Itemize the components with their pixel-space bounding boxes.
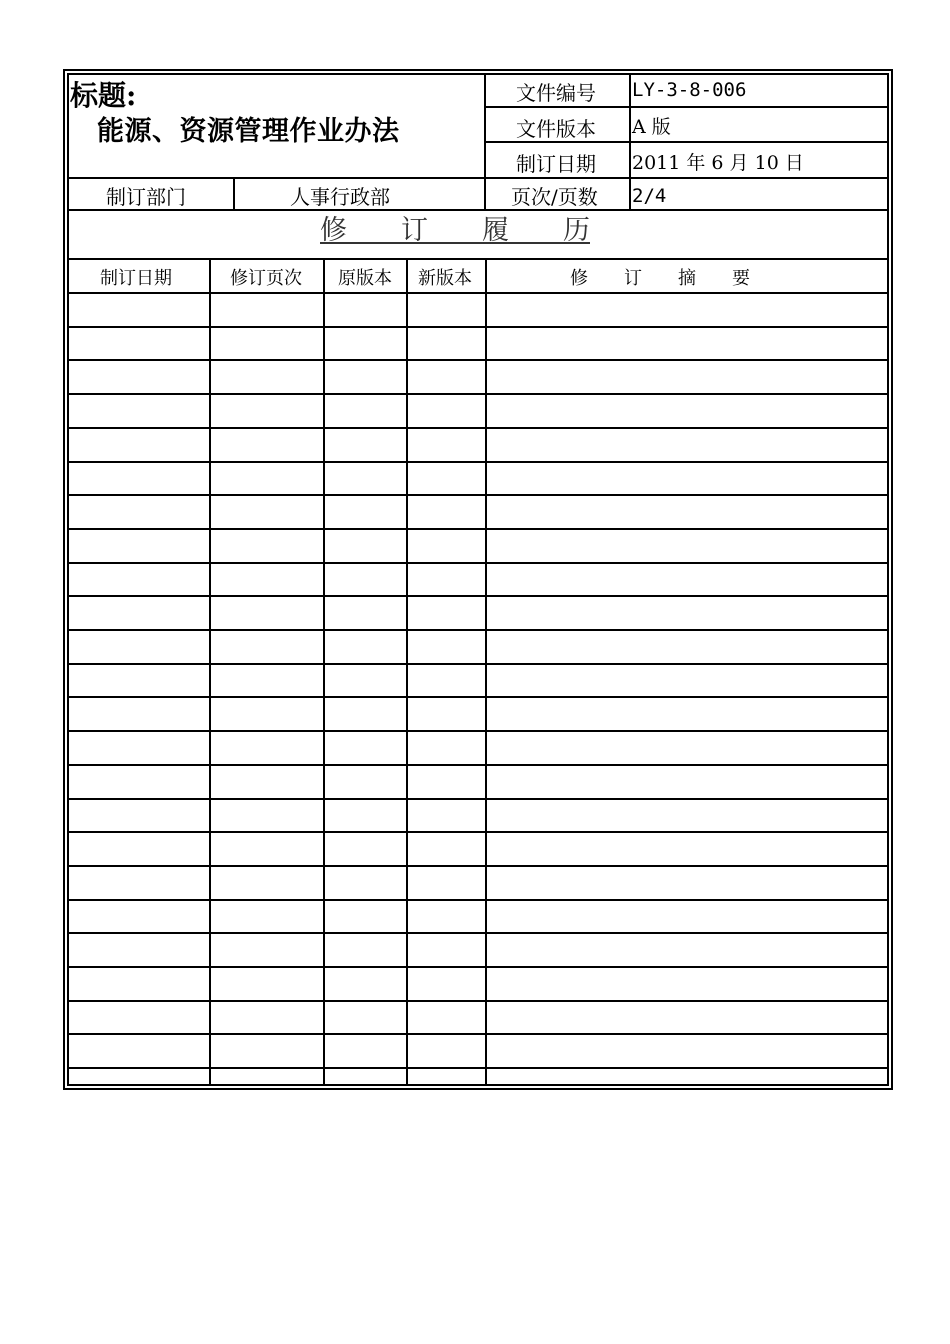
col-header-page: 修订页次 xyxy=(230,268,302,289)
table-cell xyxy=(327,365,402,391)
row-divider xyxy=(69,696,887,698)
table-cell xyxy=(327,905,402,930)
table-cell xyxy=(327,804,402,829)
table-cell xyxy=(73,332,205,357)
table-cell xyxy=(489,601,883,627)
row-divider xyxy=(69,663,887,665)
table-cell xyxy=(410,837,481,863)
meta-divider-1 xyxy=(486,106,887,108)
table-cell xyxy=(327,702,402,728)
page-count-value: 2/4 xyxy=(632,185,667,207)
table-cell xyxy=(489,399,883,425)
table-cell xyxy=(213,972,319,998)
table-cell xyxy=(327,500,402,526)
table-cell xyxy=(410,568,481,593)
table-cell xyxy=(410,938,481,964)
row-divider xyxy=(69,730,887,732)
row-divider xyxy=(69,1033,887,1035)
table-cell xyxy=(73,905,205,930)
row-divider xyxy=(69,326,887,328)
table-cell xyxy=(489,1006,883,1031)
table-cell xyxy=(410,365,481,391)
table-cell xyxy=(73,467,205,492)
table-cell xyxy=(327,972,402,998)
table-cell xyxy=(327,1073,402,1082)
table-cell xyxy=(213,601,319,627)
table-cell xyxy=(410,1039,481,1065)
table-cell xyxy=(213,534,319,560)
table-cell xyxy=(410,534,481,560)
header-vertical-divider xyxy=(484,73,486,210)
row-divider xyxy=(69,393,887,395)
table-cell xyxy=(327,871,402,897)
table-cell xyxy=(213,669,319,694)
doc-number-value: LY-3-8-006 xyxy=(632,79,747,101)
table-cell xyxy=(410,332,481,357)
table-cell xyxy=(489,702,883,728)
table-cell xyxy=(213,871,319,897)
issue-date-value: 2011 年 6 月 10 日 xyxy=(632,152,804,174)
table-cell xyxy=(489,433,883,459)
table-cell xyxy=(327,568,402,593)
dept-value: 人事行政部 xyxy=(290,185,390,209)
dept-label: 制订部门 xyxy=(106,185,186,209)
table-cell xyxy=(327,770,402,796)
table-cell xyxy=(410,601,481,627)
table-cell xyxy=(213,938,319,964)
row-divider xyxy=(69,359,887,361)
meta-vertical-divider xyxy=(629,73,631,210)
table-cell xyxy=(327,332,402,357)
row-divider xyxy=(69,865,887,867)
table-cell xyxy=(489,736,883,762)
table-cell xyxy=(410,1006,481,1031)
table-cell xyxy=(73,568,205,593)
table-cell xyxy=(410,467,481,492)
table-cell xyxy=(213,770,319,796)
row-divider xyxy=(69,831,887,833)
column-divider-2 xyxy=(323,258,325,1084)
column-divider-1 xyxy=(209,258,211,1084)
col-header-old-version: 原版本 xyxy=(338,268,392,289)
table-cell xyxy=(489,938,883,964)
table-cell xyxy=(213,332,319,357)
table-cell xyxy=(73,804,205,829)
table-cell xyxy=(327,433,402,459)
table-cell xyxy=(489,770,883,796)
table-cell xyxy=(410,804,481,829)
table-cell xyxy=(213,702,319,728)
table-cell xyxy=(327,938,402,964)
row-divider xyxy=(69,427,887,429)
document-title: 能源、资源管理作业办法 xyxy=(97,116,400,147)
revision-history-title: 修 订 履 历 xyxy=(320,215,590,246)
table-cell xyxy=(410,871,481,897)
table-cell xyxy=(73,837,205,863)
table-cell xyxy=(73,972,205,998)
table-cell xyxy=(327,467,402,492)
table-cell xyxy=(213,467,319,492)
table-cell xyxy=(327,601,402,627)
table-cell xyxy=(213,1006,319,1031)
table-cell xyxy=(489,804,883,829)
table-cell xyxy=(213,568,319,593)
table-cell xyxy=(410,736,481,762)
table-cell xyxy=(213,1039,319,1065)
table-cell xyxy=(489,669,883,694)
table-cell xyxy=(489,837,883,863)
row-divider xyxy=(69,292,887,294)
doc-version-value: A 版 xyxy=(632,116,671,138)
column-divider-3 xyxy=(406,258,408,1084)
table-cell xyxy=(410,433,481,459)
table-cell xyxy=(489,905,883,930)
col-header-summary: 修 订 摘 要 xyxy=(570,268,750,289)
table-cell xyxy=(489,298,883,324)
table-cell xyxy=(73,601,205,627)
row-divider xyxy=(69,1000,887,1002)
row-divider xyxy=(69,595,887,597)
table-cell xyxy=(213,905,319,930)
issue-date-label: 制订日期 xyxy=(516,152,596,176)
meta-divider-2 xyxy=(486,141,887,143)
table-cell xyxy=(489,568,883,593)
doc-version-label: 文件版本 xyxy=(516,117,596,141)
table-cell xyxy=(213,433,319,459)
table-cell xyxy=(213,804,319,829)
table-cell xyxy=(489,871,883,897)
table-cell xyxy=(489,635,883,661)
col-header-date: 制订日期 xyxy=(100,268,172,289)
table-cell xyxy=(213,736,319,762)
table-cell xyxy=(410,500,481,526)
table-cell xyxy=(410,972,481,998)
table-cell xyxy=(410,702,481,728)
table-cell xyxy=(73,669,205,694)
row-divider xyxy=(69,461,887,463)
table-cell xyxy=(213,399,319,425)
table-cell xyxy=(410,669,481,694)
table-cell xyxy=(73,1039,205,1065)
table-cell xyxy=(73,770,205,796)
table-cell xyxy=(327,1006,402,1031)
table-cell xyxy=(327,635,402,661)
table-cell xyxy=(73,635,205,661)
row-divider xyxy=(69,966,887,968)
table-cell xyxy=(410,399,481,425)
table-cell xyxy=(73,736,205,762)
table-cell xyxy=(327,1039,402,1065)
table-cell xyxy=(489,972,883,998)
table-cell xyxy=(410,635,481,661)
row-divider xyxy=(69,629,887,631)
revision-title-divider xyxy=(69,258,887,260)
table-cell xyxy=(73,433,205,459)
table-cell xyxy=(327,399,402,425)
table-cell xyxy=(327,736,402,762)
table-cell xyxy=(489,1073,883,1082)
table-cell xyxy=(410,770,481,796)
table-cell xyxy=(73,298,205,324)
table-cell xyxy=(489,332,883,357)
table-cell xyxy=(327,837,402,863)
table-cell xyxy=(73,871,205,897)
table-cell xyxy=(73,1006,205,1031)
table-cell xyxy=(410,905,481,930)
table-cell xyxy=(213,837,319,863)
column-divider-4 xyxy=(485,258,487,1084)
table-cell xyxy=(73,938,205,964)
table-cell xyxy=(410,298,481,324)
table-cell xyxy=(73,1073,205,1082)
table-cell xyxy=(489,534,883,560)
table-cell xyxy=(489,365,883,391)
row-divider xyxy=(69,494,887,496)
table-cell xyxy=(213,500,319,526)
table-cell xyxy=(73,365,205,391)
title-label: 标题: xyxy=(70,79,137,112)
row-divider xyxy=(69,528,887,530)
table-cell xyxy=(489,1039,883,1065)
row-divider xyxy=(69,1067,887,1069)
table-cell xyxy=(213,1073,319,1082)
row-divider xyxy=(69,932,887,934)
dept-vertical-divider xyxy=(233,177,235,210)
row-divider xyxy=(69,562,887,564)
table-cell xyxy=(327,534,402,560)
table-cell xyxy=(73,534,205,560)
table-cell xyxy=(489,500,883,526)
table-cell xyxy=(73,500,205,526)
table-cell xyxy=(327,669,402,694)
header-divider xyxy=(69,177,887,179)
doc-number-label: 文件编号 xyxy=(516,81,596,105)
row-divider xyxy=(69,764,887,766)
dept-divider xyxy=(69,209,887,211)
table-cell xyxy=(73,399,205,425)
table-cell xyxy=(213,635,319,661)
col-header-new-version: 新版本 xyxy=(418,268,472,289)
row-divider xyxy=(69,798,887,800)
row-divider xyxy=(69,899,887,901)
page-count-label: 页次/页数 xyxy=(511,185,598,209)
table-cell xyxy=(213,298,319,324)
table-cell xyxy=(410,1073,481,1082)
table-cell xyxy=(327,298,402,324)
table-cell xyxy=(489,467,883,492)
table-cell xyxy=(213,365,319,391)
table-cell xyxy=(73,702,205,728)
